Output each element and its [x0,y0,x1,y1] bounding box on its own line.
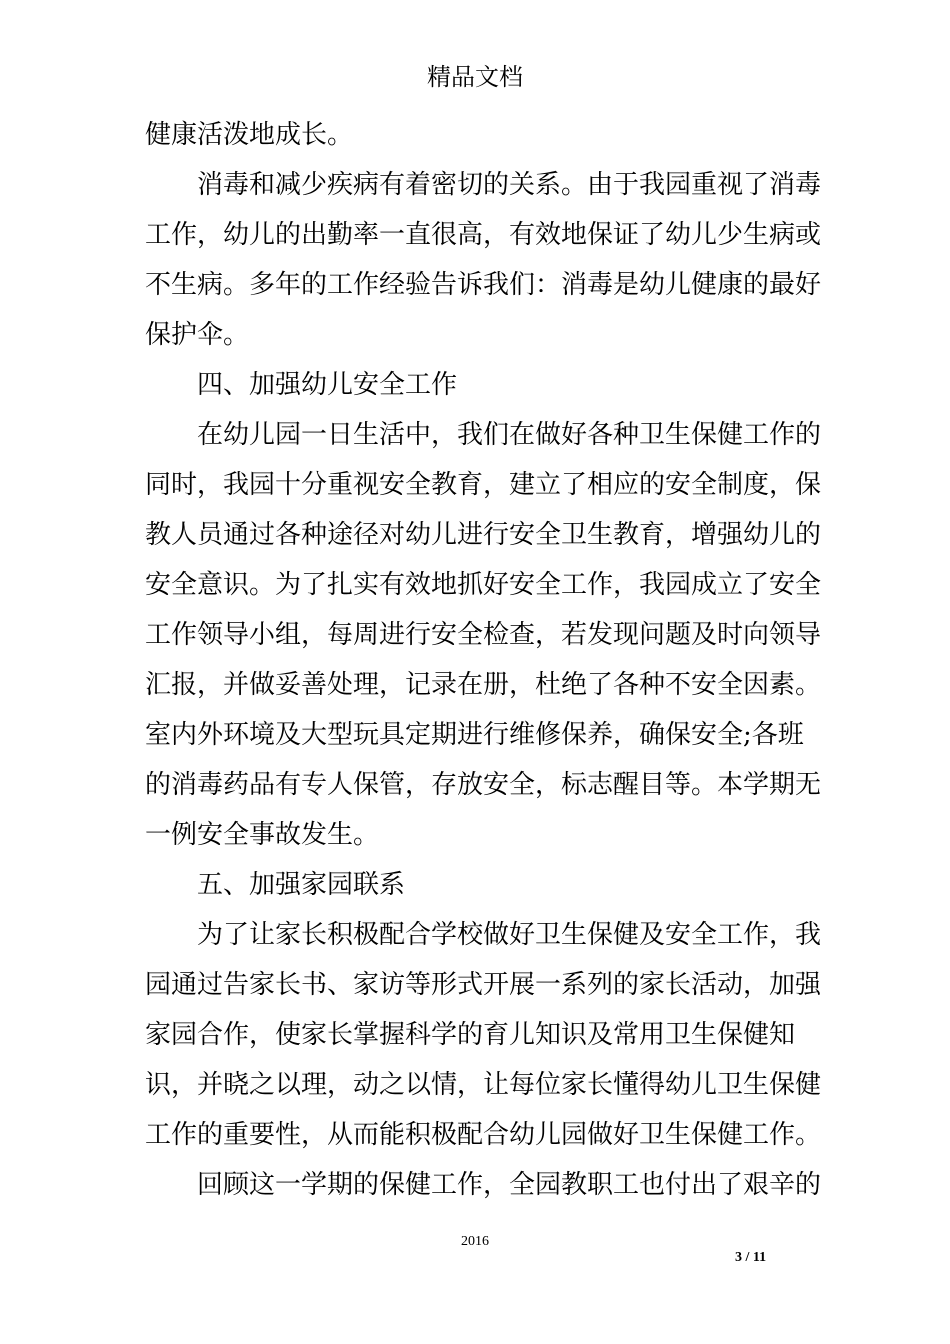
section-heading: 四、加强幼儿安全工作 [197,370,458,400]
section-heading: 五、加强家园联系 [197,870,406,900]
page-footer-year: 2016 [461,1234,489,1249]
text-line: 消毒和减少疾病有着密切的关系。由于我园重视了消毒 [197,170,822,200]
text-line: 不生病。多年的工作经验告诉我们：消毒是幼儿健康的最好 [145,270,822,300]
text-line: 在幼儿园一日生活中，我们在做好各种卫生保健工作的 [197,420,822,450]
text-line: 工作，幼儿的出勤率一直很高，有效地保证了幼儿少生病或 [145,220,822,250]
text-line: 回顾这一学期的保健工作，全园教职工也付出了艰辛的 [197,1170,822,1200]
text-line: 保护伞。 [145,320,250,350]
text-line: 室内外环境及大型玩具定期进行维修保养，确保安全;各班 [145,720,804,750]
document-body [145,110,822,1210]
page-number: 3 / 11 [735,1250,767,1265]
text-line: 工作领导小组，每周进行安全检查，若发现问题及时向领导 [145,620,822,650]
text-line: 识，并晓之以理，动之以情，让每位家长懂得幼儿卫生保健 [145,1070,822,1100]
text-line: 为了让家长积极配合学校做好卫生保健及安全工作，我 [197,920,822,950]
text-line: 一例安全事故发生。 [145,820,380,850]
text-line: 同时，我园十分重视安全教育，建立了相应的安全制度，保 [145,470,822,500]
text-line: 教人员通过各种途径对幼儿进行安全卫生教育，增强幼儿的 [145,520,822,550]
page-header: 精品文档 [427,63,523,91]
text-line: 的消毒药品有专人保管，存放安全，标志醒目等。本学期无 [145,770,822,800]
text-line: 工作的重要性，从而能积极配合幼儿园做好卫生保健工作。 [145,1120,822,1150]
text-line: 健康活泼地成长。 [145,120,354,150]
text-line: 安全意识。为了扎实有效地抓好安全工作，我园成立了安全 [145,570,822,600]
text-line: 家园合作，使家长掌握科学的育儿知识及常用卫生保健知 [145,1020,796,1050]
text-line: 园通过告家长书、家访等形式开展一系列的家长活动，加强 [145,970,822,1000]
text-line: 汇报，并做妥善处理，记录在册，杜绝了各种不安全因素。 [145,670,822,700]
